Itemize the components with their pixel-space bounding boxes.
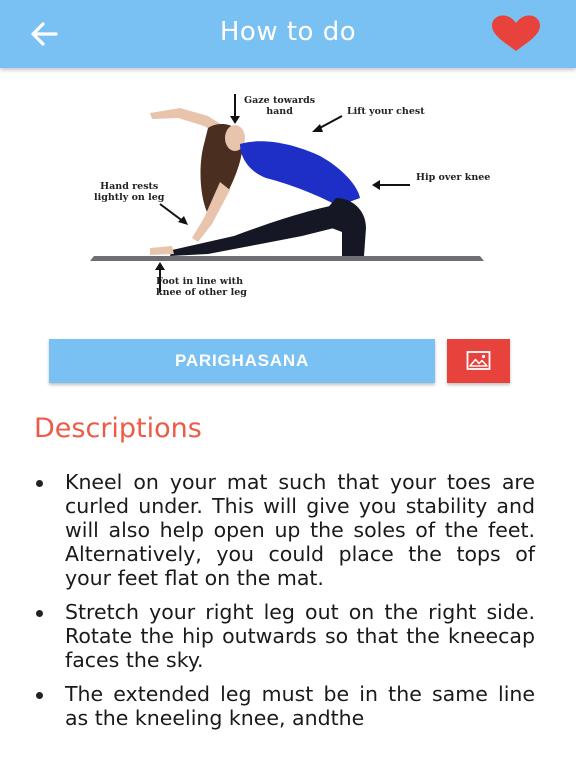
page-title: How to do (219, 17, 357, 47)
annotation-hand: Hand rests lightly on leg (94, 181, 165, 203)
favorite-button[interactable] (488, 14, 544, 54)
description-item: Kneel on your mat such that your toes are curled under. This will give you stability and will also help open up the soles of the feet. Alternatively, you could place the tops of your feet flat on the mat. (30, 470, 535, 590)
heart-icon (488, 14, 544, 54)
pose-illustration (80, 86, 500, 308)
image-icon (466, 349, 491, 373)
annotation-foot: Foot in line with knee of other leg (156, 276, 247, 298)
annotation-chest: Lift your chest (347, 106, 425, 117)
descriptions-heading: Descriptions (34, 413, 202, 444)
pose-name-button[interactable]: PARIGHASANA (49, 339, 435, 383)
view-image-button[interactable] (447, 339, 510, 383)
annotation-hip: Hip over knee (416, 172, 491, 183)
descriptions-list (30, 470, 535, 740)
app-bar (0, 0, 576, 68)
annotation-gaze: Gaze towards hand (244, 95, 316, 117)
description-item: The extended leg must be in the same line as the kneeling knee, andthe (30, 682, 535, 730)
description-item: Stretch your right leg out on the right side. Rotate the hip outwards so that the kneecap faces the sky. (30, 600, 535, 672)
